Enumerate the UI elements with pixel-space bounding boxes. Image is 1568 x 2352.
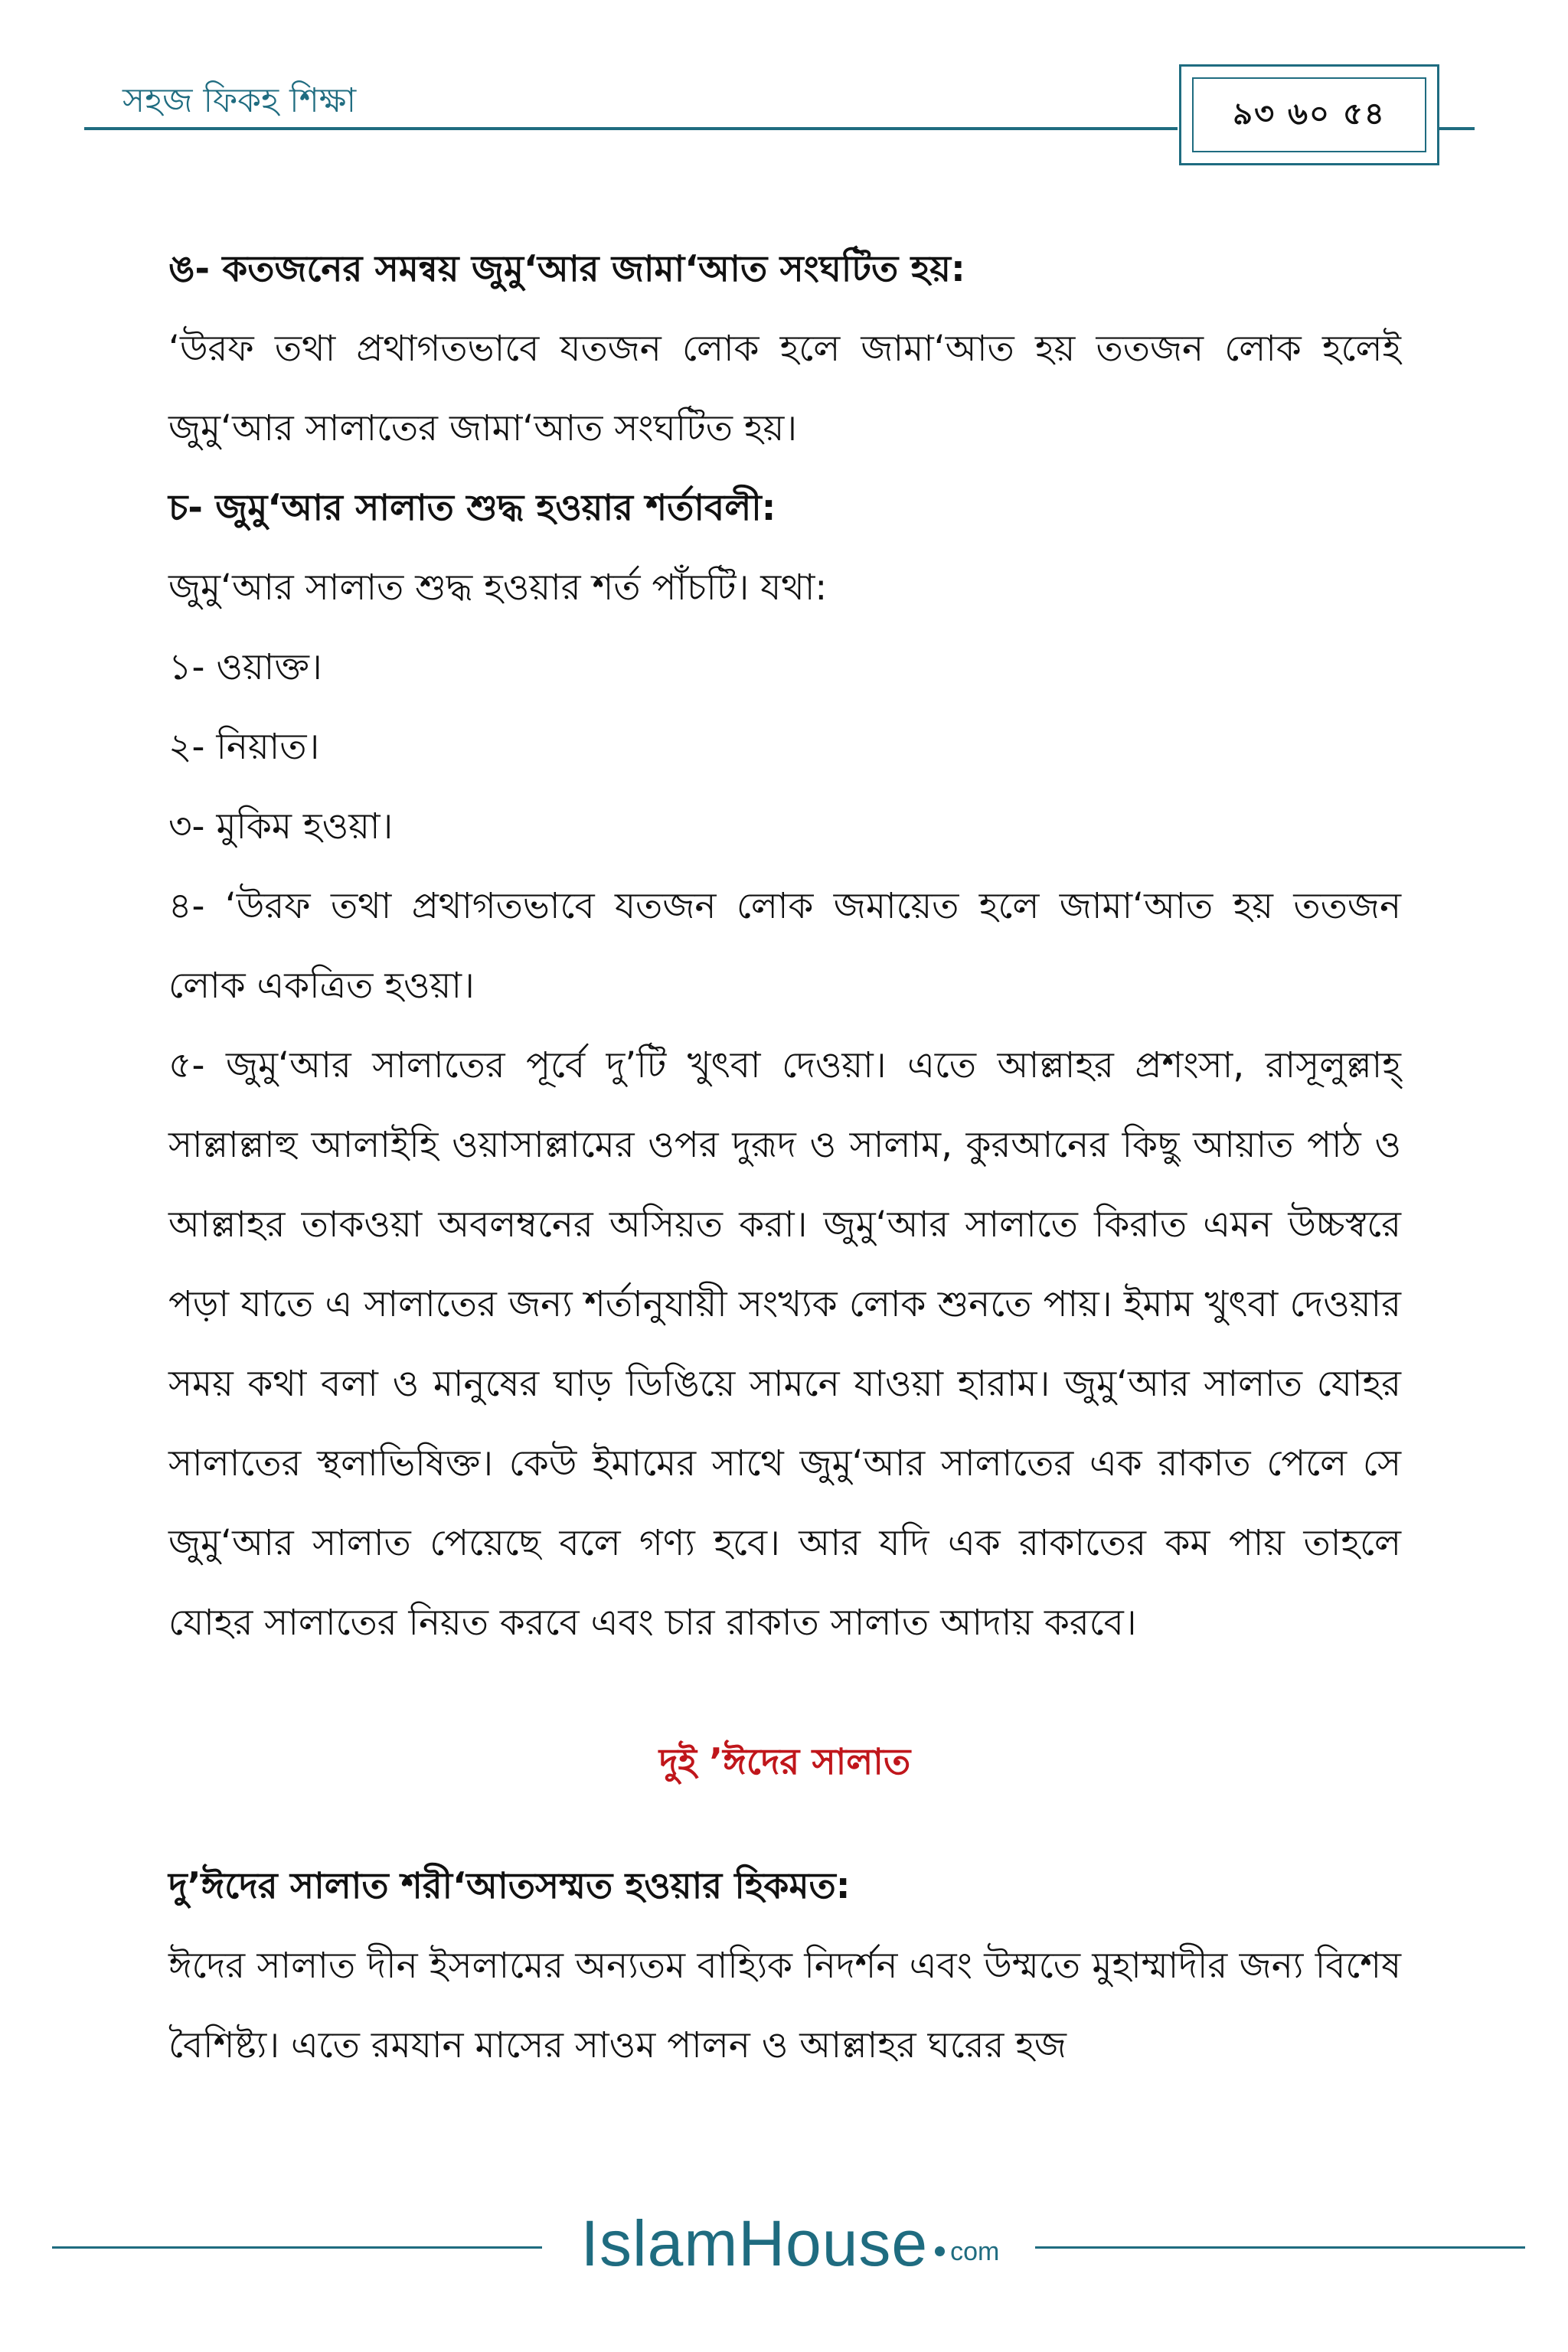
list-item-condition-5: ৫- জুমু‘আর সালাতের পূর্বে দু’টি খুৎবা দেওয়া। এতে আল্লাহর প্রশংসা, রাসূলুল্লাহ্ সাল্লাল্লাহু আলাইহি ওয়াসাল্লামের ওপর দুরূদ ও সালাম, কুরআনের কিছু আয়াত পাঠ ও আল্লাহর তাকওয়া অবলম্বনের অসিয়ত করা। জুমু‘আর সালাতে কিরাত এমন উচ্চস্বরে পড়া যাতে এ সালাতের জন্য শর্তানুযায়ী সংখ্যক লোক শুনতে পায়। ইমাম খুৎবা দেওয়ার সময় কথা বলা ও মানুষের ঘাড় ডিঙিয়ে সামনে যাওয়া হারাম। জুমু‘আর সালাত যোহর সালাতের স্থলাভিষিক্ত। কেউ ইমামের সাথে জুমু‘আর সালাতের এক রাকাত পেলে সে জুমু‘আর সালাত পেয়েছে বলে গণ্য হবে। আর যদি এক রাকাতের কম পায় তাহলে যোহর সালাতের নিয়ত করবে এবং চার রাকাত সালাত আদায় করবে।	[168, 1044, 1401, 1644]
list-item-condition-1: ১- ওয়াক্ত।	[168, 646, 322, 688]
header-divider-right	[1439, 127, 1475, 130]
footer-divider-left	[52, 2246, 542, 2249]
logo-suffix: com	[950, 2236, 1000, 2266]
header-divider-left	[84, 127, 1178, 130]
running-header-title: সহজ ফিকহ শিক্ষা	[122, 81, 357, 120]
page-body	[168, 230, 1401, 2086]
chapter-title-eid: দুই ’ঈদের সালাত	[658, 1741, 911, 1783]
islamhouse-logo	[553, 2205, 1027, 2282]
section-heading-eid-wisdom: দু’ঈদের সালাত শরী‘আতসম্মত হওয়ার হিকমত:	[168, 1865, 851, 1907]
section-heading-conditions: চ- জুমু‘আর সালাত শুদ্ধ হওয়ার শর্তাবলী:	[168, 487, 776, 529]
logo-wordmark: IslamHouse	[580, 2207, 929, 2279]
page-number: ৯৩ ৬০ ৫৪	[1192, 77, 1426, 152]
paragraph-quorum: ‘উরফ তথা প্রথাগতভাবে যতজন লোক হলে জামা‘আত হয় ততজন লোক হলেই জুমু‘আর সালাতের জামা‘আত সংঘটিত হয়।	[168, 328, 1401, 449]
section-heading-quorum: ঙ- কতজনের সমন্বয় জুমু‘আর জামা‘আত সংঘটিত হয়:	[168, 248, 965, 290]
list-item-condition-3: ৩- মুকিম হওয়া।	[168, 805, 394, 848]
footer-divider-right	[1035, 2246, 1525, 2249]
logo-dot-icon	[935, 2246, 945, 2256]
list-item-condition-4: ৪- ‘উরফ তথা প্রথাগতভাবে যতজন লোক জমায়েত হলে জামা‘আত হয় ততজন লোক একত্রিত হওয়া।	[168, 885, 1401, 1007]
paragraph-conditions-intro: জুমু‘আর সালাত শুদ্ধ হওয়ার শর্ত পাঁচটি। যথা:	[168, 567, 828, 609]
page-number-box	[1179, 64, 1439, 165]
list-item-condition-2: ২- নিয়াত।	[168, 726, 320, 768]
paragraph-eid-wisdom: ঈদের সালাত দীন ইসলামের অন্যতম বাহ্যিক নিদর্শন এবং উম্মতে মুহাম্মাদীর জন্য বিশেষ বৈশিষ্ট্য। এতে রমযান মাসের সাওম পালন ও আল্লাহর ঘরের হজ	[168, 1945, 1401, 2066]
